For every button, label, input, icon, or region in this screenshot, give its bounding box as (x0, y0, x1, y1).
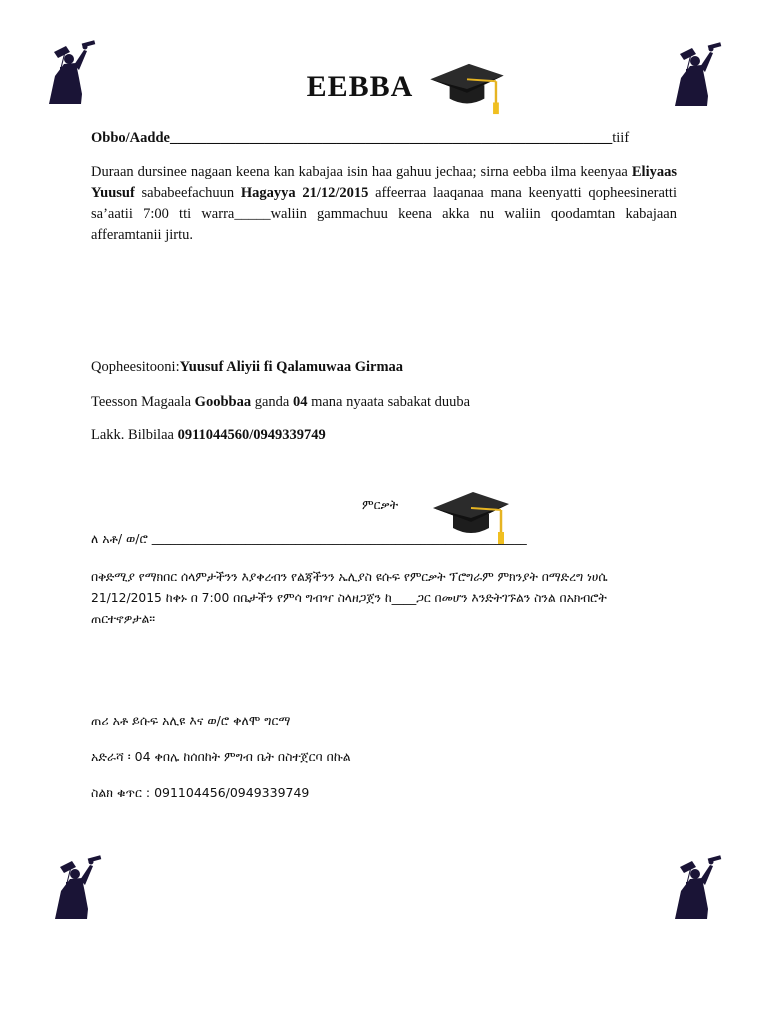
amharic-hosts: ጠሪ አቶ ይሱፍ አሊዩ እና ወ/ሮ ቀለሞ ግርማ (91, 713, 291, 728)
graduate-icon (52, 853, 102, 919)
address-line: Teesson Magaala Goobbaa ganda 04 mana nyaata sabakat duuba (91, 394, 471, 410)
invitation-paragraph: Duraan dursinee nagaan keena kan kabajaa isin haa gahuu jechaa; sirna eebba ilma keenyaa Eliyaas Yuusuf sababeefachuun Hagayya 21/12/2015 affeerraa laaqanaa mana keenyatti qopheesineratti sa’aatii 7:00 tti warra_____waliin gammachuu keena akka nu waliin qoodamtan kabajaan afferamtanii jirtu. (91, 164, 677, 243)
salutation-line (91, 128, 629, 149)
phone-line: Lakk. Bilbilaa 0911044560/0949339749 (91, 427, 326, 443)
amharic-body: በቅድሚያ የማክበር ሰላምታችንን እያቀረብን የልጃችንን ኤሊያስ ዩሱፍ የምርቃት ፕሮግራም ምክንያት በማድረግ ነሀሴ 21/12/2015 ከቀኑ በ 7:00 በቤታችን የምሳ ግብዣ ስላዘጋጀን ከ____ጋር በመሆን እንድትገኙልን ስንል በአክብሮት ጠርተኖዎታል። (91, 570, 608, 626)
salutation-suffix: tiif (612, 130, 630, 146)
amharic-heading: ምርቃት (362, 497, 399, 512)
hosts-names: Yuusuf Aliyii fi Qalamuwaa Girmaa (179, 359, 404, 375)
amharic-salutation: ለ አቶ/ ወ/ሮ ____________________________________________________________ (91, 531, 527, 546)
graduate-icon (672, 853, 722, 919)
event-date: Hagayya 21/12/2015 (240, 185, 369, 201)
amharic-phone: ስልክ ቁጥር : 091104456/0949339749 (91, 785, 310, 800)
salutation-prefix: Obbo/Aadde (91, 130, 170, 146)
phone-number: 0911044560/0949339749 (177, 427, 326, 443)
amharic-address: አድራሻ ፡ 04 ቀበሌ ከሰበከት ምግብ ቤት በስተጀርባ በኩል (91, 749, 351, 764)
recipient-blank: _____________________________________________________________ (169, 130, 613, 146)
hosts-line: Qopheesitooni:Yuusuf Aliyii fi Qalamuwaa Girmaa (91, 359, 404, 375)
document-title: EEBBA (306, 70, 414, 103)
honoree-name: Eliyaas Yuusuf (91, 164, 677, 201)
graduation-cap-icon (428, 60, 506, 116)
